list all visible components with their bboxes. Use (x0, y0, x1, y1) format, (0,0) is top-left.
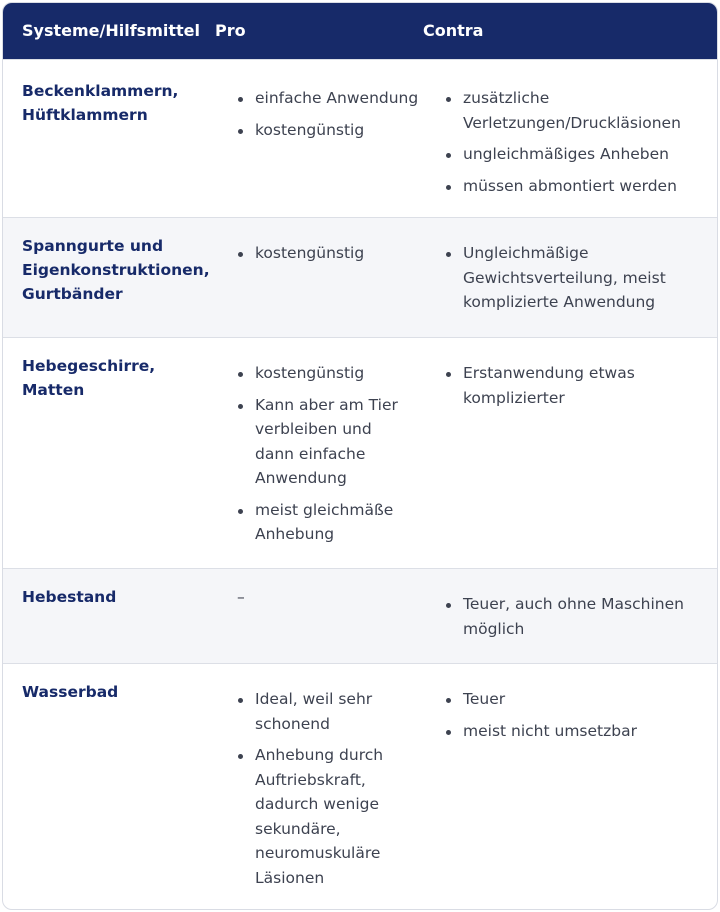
list-item: Erstanwendung etwas komplizierter (423, 361, 717, 410)
list-item: Teuer, auch ohne Maschinen möglich (423, 592, 717, 641)
pro-cell (215, 234, 423, 337)
pro-cell (215, 585, 423, 663)
system-cell: Beckenklammern, Hüftklammern (22, 82, 179, 124)
list-item: Ideal, weil sehr schonend (215, 687, 423, 736)
list-item: Teuer (423, 687, 717, 712)
list-item: meist gleichmäße Anhebung (215, 498, 423, 547)
pro-cell (215, 354, 423, 568)
list-item: Ungleichmäßige Gewichtsverteilung, meist komplizierte Anwendung (423, 241, 717, 315)
header-systeme: Systeme/Hilfsmittel (22, 20, 200, 40)
list-item: Kann aber am Tier verbleiben und dann einfache Anwendung (215, 393, 423, 491)
system-cell: Wasserbad (22, 683, 119, 701)
pro-cell (215, 79, 423, 217)
list-item: einfache Anwendung (215, 86, 423, 111)
table-header-row (3, 3, 717, 59)
pro-cell (215, 680, 423, 909)
list-item: kostengünstig (215, 241, 423, 266)
comparison-table (2, 2, 718, 910)
list-item: kostengünstig (215, 118, 423, 143)
table-row (3, 337, 717, 568)
list-item: ungleichmäßiges Anheben (423, 142, 717, 167)
list-item: müssen abmontiert werden (423, 174, 717, 199)
header-pro: Pro (215, 20, 246, 40)
contra-cell (423, 354, 717, 568)
table-row (3, 217, 717, 337)
list-item: Anhebung durch Auftriebskraft, dadurch wenige sekundäre, neuromuskuläre Läsionen (215, 743, 423, 890)
contra-cell (423, 234, 717, 337)
contra-cell (423, 585, 717, 663)
empty-dash: – (237, 588, 245, 606)
contra-cell (423, 79, 717, 217)
table-row (3, 59, 717, 217)
header-contra: Contra (423, 20, 484, 40)
system-cell: Hebegeschirre, Matten (22, 357, 156, 399)
contra-cell (423, 680, 717, 909)
system-cell: Hebestand (22, 588, 117, 606)
table-row (3, 568, 717, 663)
list-item: kostengünstig (215, 361, 423, 386)
table-row (3, 663, 717, 909)
list-item: meist nicht umsetzbar (423, 719, 717, 744)
list-item: zusätzliche Verletzungen/Druckläsionen (423, 86, 717, 135)
system-cell: Spanngurte und Eigenkonstruktionen, Gurtbänder (22, 237, 210, 303)
